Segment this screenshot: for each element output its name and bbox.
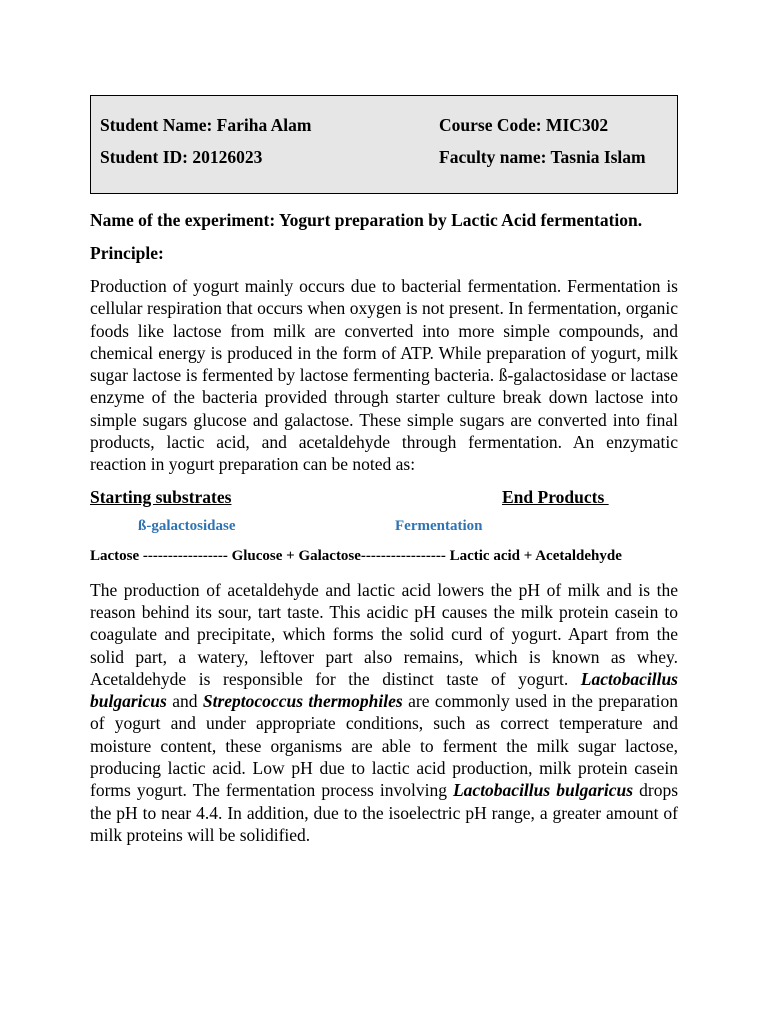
reaction-equation: Lactose ----------------- Glucose + Galactose----------------- Lactic acid + Acetaldehyde [90, 547, 622, 564]
explanation-text-1: The production of acetaldehyde and lactic acid lowers the pH of milk and is the reason behind its sour, tart taste. This acidic pH causes the milk protein casein to coagulate and precipitate, which forms the solid curd of yogurt. Apart from the solid part, a watery, leftover part also remains, which is known as whey. Acetaldehyde is responsible for the distinct taste of yogurt. [90, 579, 678, 689]
student-id: Student ID: 20126023 [100, 147, 263, 167]
explanation-paragraph [90, 579, 678, 847]
document-page [90, 95, 678, 846]
course-code: Course Code: MIC302 [439, 115, 609, 135]
enzyme-labels [90, 518, 678, 538]
explanation-text-2: and [166, 691, 203, 712]
principle-paragraph: Production of yogurt mainly occurs due to bacterial fermentation. Fermentation is cellular respiration that occurs when oxygen is not present. In fermentation, organic foods like lactose from milk are converted into more simple compounds, and chemical energy is produced in the form of ATP. While preparation of yogurt, milk sugar lactose is fermented by lactose fermenting bacteria. ß-galactosidase or lactase enzyme of the bacteria provided through starter culture break down lactose into simple sugars glucose and galactose. These simple sugars are converted into final products, lactic acid, and acetaldehyde through fermentation. An enzymatic reaction in yogurt preparation can be noted as: [90, 276, 678, 475]
explanation-text-4: drops the pH to near 4.4. In addition, due to the isoelectric pH range, a greater amount of milk proteins will be solidified. [90, 780, 679, 845]
faculty-name: Faculty name: Tasnia Islam [439, 147, 646, 167]
starting-substrates-heading: Starting substrates [90, 486, 232, 507]
end-products-heading: End Products [502, 486, 609, 507]
student-info-box [90, 95, 678, 194]
principle-heading: Principle: [90, 243, 164, 263]
experiment-title: Name of the experiment: Yogurt preparation by Lactic Acid fermentation. [90, 210, 643, 230]
fermentation-label: Fermentation [395, 517, 483, 534]
organism-streptococcus: Streptococcus thermophiles [202, 691, 403, 712]
student-name: Student Name: Fariha Alam [100, 115, 312, 135]
galactosidase-label: ß-galactosidase [138, 517, 236, 534]
explanation-text-3: are commonly used in the preparation of yogurt and under appropriate conditions, such as correct temperature and moisture content, these organisms are able to ferment the milk sugar lactose, producing lactic acid. Low pH due to lactic acid production, milk protein casein forms yogurt. The fermentation process involving [90, 691, 678, 801]
reaction-headings [90, 487, 678, 509]
organism-lactobacillus-2: Lactobacillus bulgaricus [452, 780, 634, 801]
organism-lactobacillus: Lactobacillus bulgaricus [90, 668, 678, 712]
